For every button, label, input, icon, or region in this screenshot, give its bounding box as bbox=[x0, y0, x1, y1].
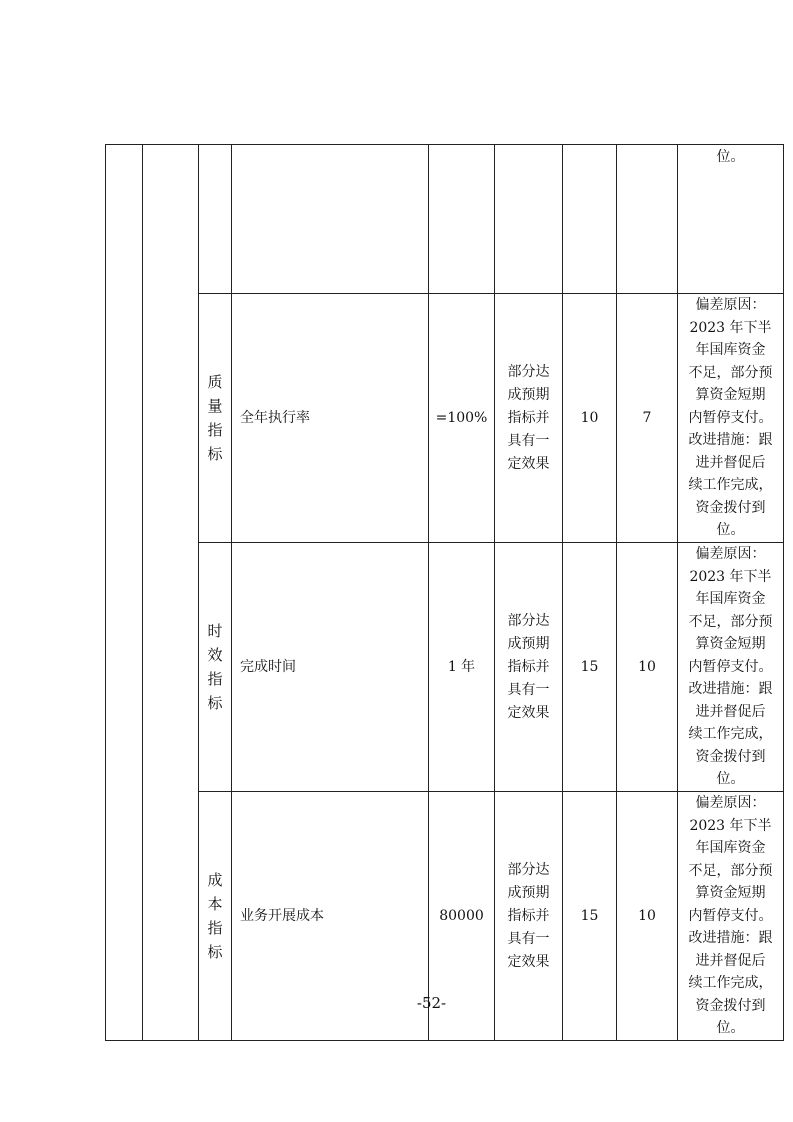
table-row-continuation bbox=[106, 145, 784, 294]
level3-indicator-cell bbox=[199, 145, 232, 294]
weight-cell bbox=[563, 145, 617, 294]
actual-value-cell bbox=[495, 294, 563, 543]
indicator-name-cell: 完成时间 bbox=[232, 543, 429, 792]
note-line: 偏差原因： bbox=[695, 546, 766, 562]
target-value-cell: =100% bbox=[429, 294, 495, 543]
actual-value-text: 部分达成预期指标并具有一定效果 bbox=[507, 861, 550, 970]
note-line: 内暂停支付。 bbox=[688, 409, 773, 426]
note-line: 不足，部分预 bbox=[688, 364, 773, 381]
note-line: 偏差原因： bbox=[695, 297, 766, 313]
note-line: 位。 bbox=[716, 149, 745, 165]
actual-value-text: 部分达成预期指标并具有一定效果 bbox=[507, 363, 550, 472]
note-line: 位。 bbox=[716, 771, 745, 787]
dimension-cell bbox=[199, 543, 232, 792]
note-line: 2023 年下半 bbox=[689, 817, 772, 834]
note-line: 资金拨付到 bbox=[695, 748, 766, 765]
note-line: 位。 bbox=[716, 1020, 745, 1036]
actual-value-text: 部分达成预期指标并具有一定效果 bbox=[507, 612, 550, 721]
actual-value-cell bbox=[495, 543, 563, 792]
note-line: 进并督促后 bbox=[695, 703, 766, 720]
note-line: 内暂停支付。 bbox=[688, 907, 773, 924]
indicator-name-cell bbox=[232, 145, 429, 294]
note-line: 偏差原因： bbox=[695, 795, 766, 811]
note-line: 资金拨付到 bbox=[695, 997, 766, 1014]
dimension-label: 质量指标 bbox=[207, 372, 223, 463]
note-line: 续工作完成， bbox=[688, 975, 773, 991]
note-line: 改进措施：跟 bbox=[688, 930, 773, 946]
indicator-name-cell: 全年执行率 bbox=[232, 294, 429, 543]
note-line: 年国库资金 bbox=[695, 591, 766, 607]
note-line: 进并督促后 bbox=[695, 454, 766, 471]
indicator-name-cell: 业务开展成本 bbox=[232, 792, 429, 1041]
note-line: 位。 bbox=[716, 522, 745, 538]
level2-indicator-cell bbox=[143, 145, 199, 1041]
table-row bbox=[106, 294, 784, 543]
deviation-note-cell bbox=[678, 543, 784, 792]
target-value-cell bbox=[429, 145, 495, 294]
note-line: 2023 年下半 bbox=[689, 568, 772, 585]
level1-indicator-cell bbox=[106, 145, 143, 1041]
deviation-note-cell bbox=[678, 294, 784, 543]
performance-indicator-table bbox=[105, 144, 784, 1041]
page-number: -52- bbox=[416, 994, 447, 1012]
note-line: 资金拨付到 bbox=[695, 499, 766, 516]
note-line: 年国库资金 bbox=[695, 342, 766, 358]
note-line: 改进措施：跟 bbox=[688, 681, 773, 697]
dimension-label: 成本指标 bbox=[207, 870, 223, 961]
note-line: 不足，部分预 bbox=[688, 862, 773, 879]
note-line: 算资金短期 bbox=[695, 885, 766, 901]
note-line: 算资金短期 bbox=[695, 387, 766, 403]
score-cell bbox=[617, 145, 678, 294]
note-line: 2023 年下半 bbox=[689, 319, 772, 336]
table-row bbox=[106, 543, 784, 792]
note-line: 续工作完成， bbox=[688, 477, 773, 493]
note-line: 续工作完成， bbox=[688, 726, 773, 742]
note-line: 不足，部分预 bbox=[688, 613, 773, 630]
weight-cell: 15 bbox=[563, 792, 617, 1041]
score-cell: 10 bbox=[617, 543, 678, 792]
target-value-cell: 80000 bbox=[429, 792, 495, 1041]
note-line: 内暂停支付。 bbox=[688, 658, 773, 675]
note-line: 算资金短期 bbox=[695, 636, 766, 652]
target-value-cell: 1 年 bbox=[429, 543, 495, 792]
score-cell: 10 bbox=[617, 792, 678, 1041]
weight-cell: 15 bbox=[563, 543, 617, 792]
score-cell: 7 bbox=[617, 294, 678, 543]
actual-value-cell bbox=[495, 145, 563, 294]
note-line: 年国库资金 bbox=[695, 840, 766, 856]
weight-cell: 10 bbox=[563, 294, 617, 543]
deviation-note-cell bbox=[678, 145, 784, 294]
note-line: 进并督促后 bbox=[695, 952, 766, 969]
dimension-label: 时效指标 bbox=[207, 621, 223, 712]
note-line: 改进措施：跟 bbox=[688, 432, 773, 448]
dimension-cell bbox=[199, 294, 232, 543]
